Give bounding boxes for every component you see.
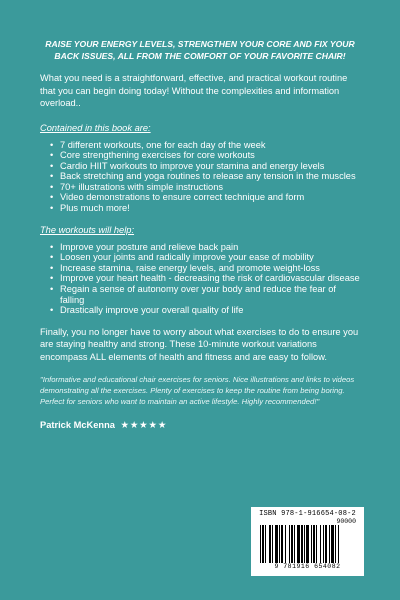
- list-item: • 7 different workouts, one for each day of the week: [50, 140, 360, 151]
- workouts-heading: The workouts will help:: [40, 224, 135, 235]
- headline: RAISE YOUR ENERGY LEVELS, STRENGTHEN YOUR CORE AND FIX YOUR BACK ISSUES, ALL FROM THE COMFORT OF YOUR FAVORITE CHAIR!: [45, 39, 355, 61]
- list-item: • Improve your posture and relieve back pain: [50, 242, 360, 253]
- isbn-number: ISBN 978-1-916654-08-2: [259, 510, 356, 518]
- star-rating-icon: ★★★★★: [120, 420, 168, 431]
- contained-heading: Contained in this book are:: [40, 122, 151, 133]
- list-item: • Increase stamina, raise energy levels, and promote weight-loss: [50, 263, 360, 274]
- list-item: • Core strengthening exercises for core workouts: [50, 150, 360, 161]
- list-item: • Cardio HIIT workouts to improve your stamina and energy levels: [50, 161, 360, 172]
- closing-paragraph: Finally, you no longer have to worry about what exercises to do to ensure you are staying healthy and strong. These 10-minute workout variations encompass ALL elements of health and fitness and are easy to follow.: [40, 326, 359, 362]
- list-item: • Plus much more!: [50, 203, 360, 214]
- contained-list: [40, 140, 360, 214]
- list-item: • 70+ illustrations with simple instructions: [50, 182, 360, 193]
- list-item: • Video demonstrations to ensure correct technique and form: [50, 192, 360, 203]
- workouts-list: [40, 242, 360, 316]
- reviewer-name: Patrick McKenna: [40, 420, 115, 431]
- review-quote: "Informative and educational chair exercises for seniors. Nice illustrations and links to videos demonstrating all the exercises. Plenty of exercises to keep the routine from being boring. Perfect for seniors who want to maintain an active lifestyle. Highly recommended!": [40, 375, 355, 406]
- list-item: • Loosen your joints and radically improve your ease of mobility: [50, 252, 360, 263]
- list-item: • Improve your heart health - decreasing the risk of cardiovascular disease: [50, 273, 360, 284]
- barcode-digits: 9 781916 654082: [274, 563, 341, 570]
- isbn-barcode: [251, 507, 364, 576]
- reviewer-line: [40, 419, 360, 431]
- price-code: 90000: [336, 518, 356, 525]
- list-item: • Back stretching and yoga routines to release any tension in the muscles: [50, 171, 360, 182]
- intro-paragraph: What you need is a straightforward, effective, and practical workout routine that you can begin doing today! Without the complexities and information overload..: [40, 73, 348, 108]
- barcode-icon: [258, 525, 358, 563]
- list-item: • Regain a sense of autonomy over your body and reduce the fear of falling: [50, 284, 360, 305]
- list-item: • Drastically improve your overall quality of life: [50, 305, 360, 316]
